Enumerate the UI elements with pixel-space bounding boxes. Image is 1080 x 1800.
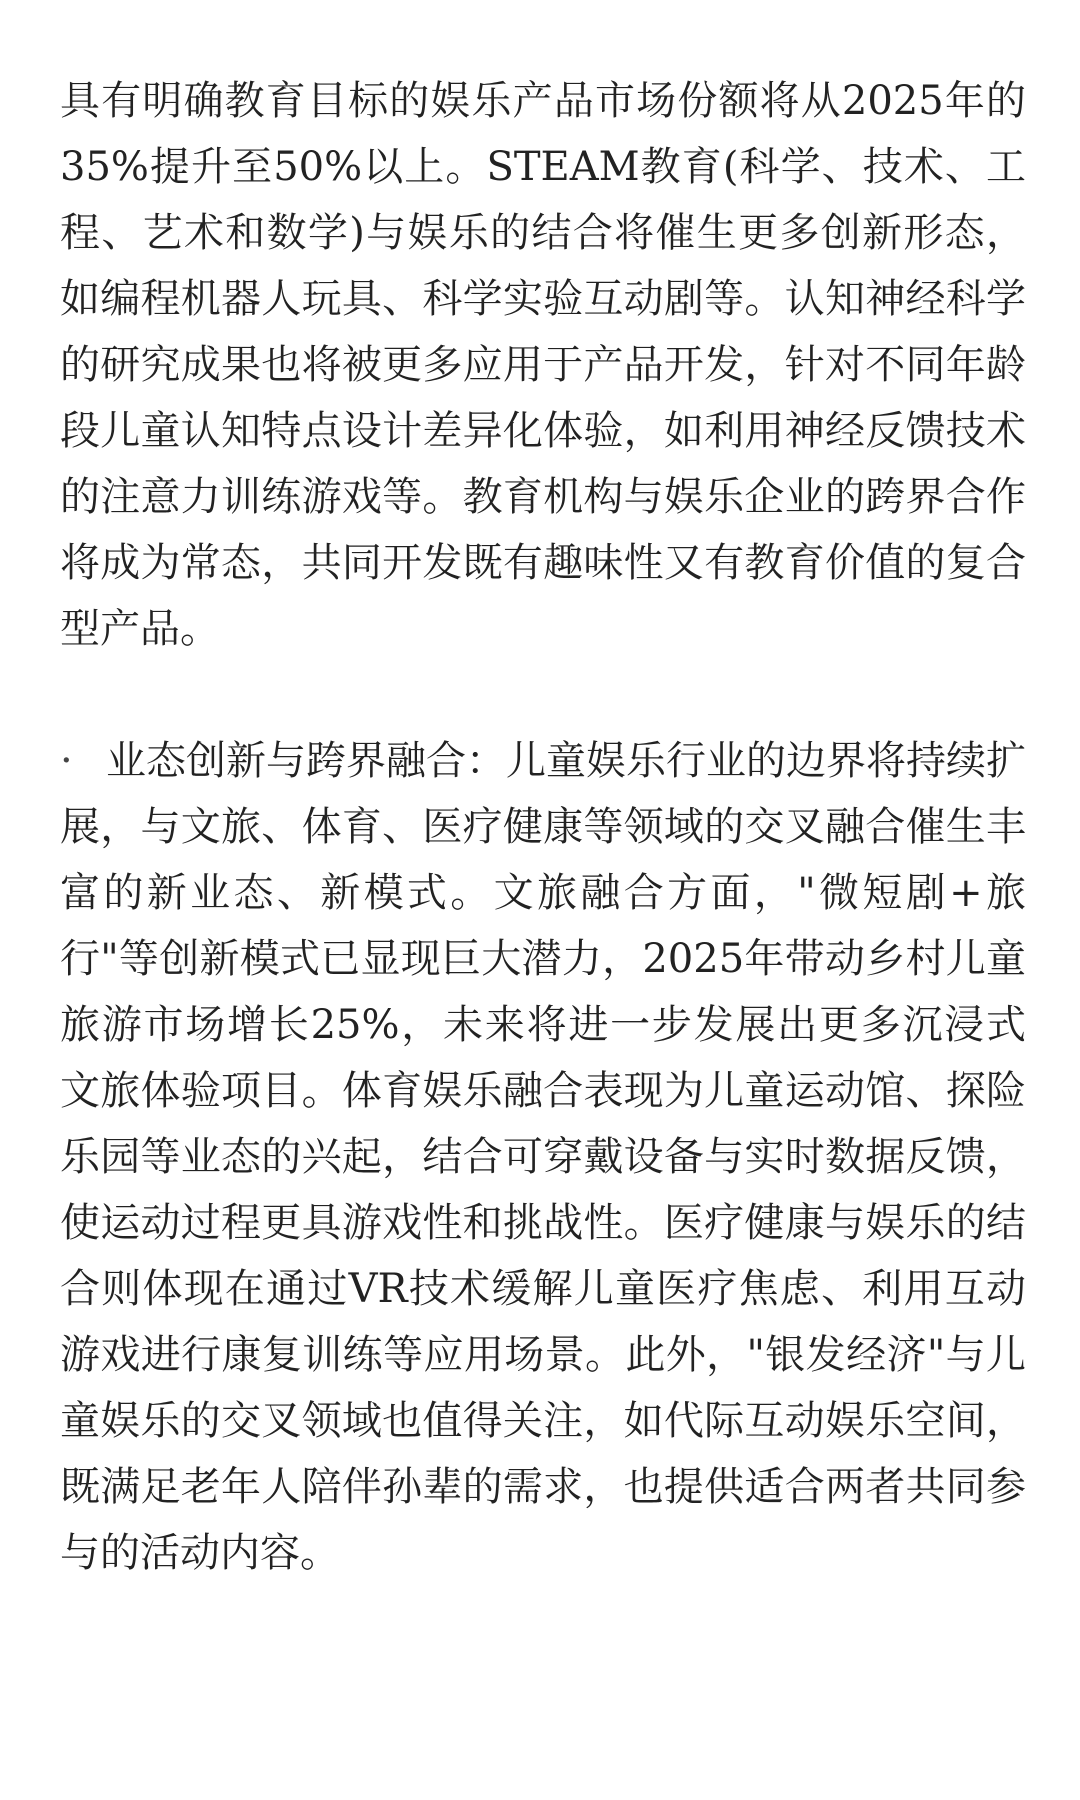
bullet-dot-icon: · <box>60 738 73 784</box>
paragraph-text: 业态创新与跨界融合：儿童娱乐行业的边界将持续扩展，与文旅、体育、医疗健康等领域的交叉融合催生丰富的新业态、新模式。文旅融合方面，"微短剧+旅行"等创新模式已显现巨大潜力，2025年带动乡村儿童旅游市场增长25%，未来将进一步发展出更多沉浸式文旅体验项目。体育娱乐融合表现为儿童运动馆、探险乐园等业态的兴起，结合可穿戴设备与实时数据反馈，使运动过程更具游戏性和挑战性。医疗健康与娱乐的结合则体现在通过VR技术缓解儿童医疗焦虑、利用互动游戏进行康复训练等应用场景。此外，"银发经济"与儿童娱乐的交叉领域也值得关注，如代际互动娱乐空间，既满足老年人陪伴孙辈的需求，也提供适合两者共同参与的活动内容。 <box>60 738 1026 1576</box>
paragraph-text: 具有明确教育目标的娱乐产品市场份额将从2025年的35%提升至50%以上。STEAM教育(科学、技术、工程、艺术和数学)与娱乐的结合将催生更多创新形态，如编程机器人玩具、科学实验互动剧等。认知神经科学的研究成果也将被更多应用于产品开发，针对不同年龄段儿童认知特点设计差异化体验，如利用神经反馈技术的注意力训练游戏等。教育机构与娱乐企业的跨界合作将成为常态，共同开发既有趣味性又有教育价值的复合型产品。 <box>60 78 1026 652</box>
bullet-paragraph-cross-industry <box>60 728 1026 1586</box>
paragraph-edu-entertainment <box>60 68 1026 662</box>
article-body <box>60 68 1026 1586</box>
